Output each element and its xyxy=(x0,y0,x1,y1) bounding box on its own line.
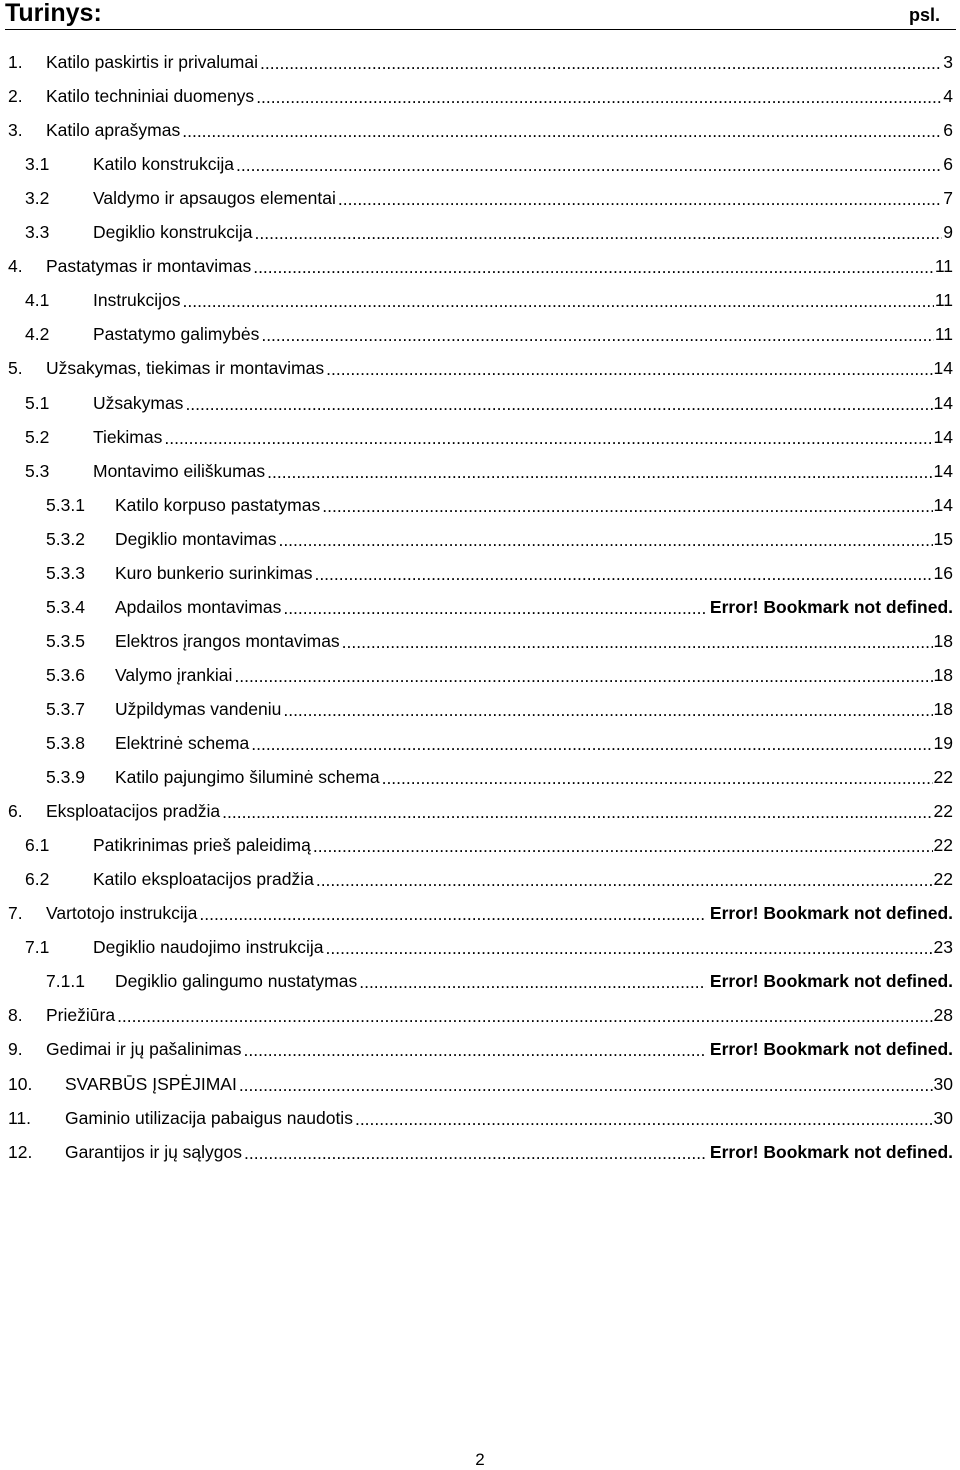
toc-entry-title[interactable]: Katilo konstrukcija xyxy=(93,154,235,175)
toc-entry[interactable] xyxy=(25,828,953,862)
toc-entry[interactable] xyxy=(25,454,953,488)
dot-leader xyxy=(236,155,942,175)
toc-entry-page: 14 xyxy=(933,494,953,515)
toc-entry[interactable] xyxy=(8,1135,953,1169)
dot-leader xyxy=(382,768,933,788)
toc-entry[interactable] xyxy=(46,964,953,998)
toc-entry-number: 5.3.8 xyxy=(46,733,85,753)
toc-entry[interactable] xyxy=(46,556,953,590)
toc-entry-error: Error! Bookmark not defined. xyxy=(709,903,953,924)
toc-entry-page: 7 xyxy=(943,188,953,209)
toc-entry[interactable] xyxy=(25,181,953,215)
dot-leader xyxy=(255,223,943,243)
toc-entry-page: 11 xyxy=(934,290,953,311)
toc-entry[interactable] xyxy=(46,760,953,794)
toc-entry-page: 18 xyxy=(933,630,953,651)
toc-entry-title[interactable]: Užpildymas vandeniu xyxy=(115,698,282,719)
toc-entry[interactable] xyxy=(25,283,953,317)
toc-entry-title[interactable]: SVARBŪS ĮSPĖJIMAI xyxy=(65,1073,237,1094)
toc-entry-number: 5.3.3 xyxy=(46,562,85,583)
dot-leader xyxy=(244,1143,706,1163)
toc-entry[interactable] xyxy=(46,692,953,726)
toc-entry[interactable] xyxy=(25,420,953,454)
toc-entry-number: 1. xyxy=(8,52,23,72)
toc-entry-page: 18 xyxy=(933,664,953,685)
dot-leader xyxy=(314,564,932,584)
toc-entry-number: 4.1 xyxy=(25,290,50,311)
toc-entry-page: 28 xyxy=(933,1005,953,1026)
dot-leader xyxy=(359,972,706,992)
toc-entry-number: 5.3.9 xyxy=(46,767,85,788)
toc-entry-title[interactable]: Tiekimas xyxy=(93,426,163,447)
toc-entry-page: 15 xyxy=(933,528,953,549)
toc-entry-page: 30 xyxy=(933,1107,953,1128)
toc-entry-title[interactable]: Valdymo ir apsaugos elementai xyxy=(93,188,336,209)
toc-entry-number: 5. xyxy=(8,358,23,379)
toc-entry-title[interactable]: Valymo įrankiai xyxy=(115,664,233,685)
toc-entry-number: 5.3.2 xyxy=(46,528,85,549)
dot-leader xyxy=(199,904,705,924)
toc-entry-number: 5.2 xyxy=(25,426,50,447)
toc-entry[interactable] xyxy=(8,1032,953,1066)
title-divider xyxy=(5,29,956,30)
toc-entry[interactable] xyxy=(46,590,953,624)
toc-entry-title[interactable]: Pastatymo galimybės xyxy=(93,324,260,345)
toc-entry-error: Error! Bookmark not defined. xyxy=(709,1141,953,1162)
toc-entry[interactable] xyxy=(8,351,953,385)
toc-entry-page: 23 xyxy=(933,937,953,958)
toc-entry-title[interactable]: Gedimai ir jų pašalinimas xyxy=(46,1039,242,1060)
toc-entry-title[interactable]: Katilo techniniai duomenys xyxy=(46,86,255,107)
toc-entry-page: 14 xyxy=(933,358,953,379)
toc-entry-number: 4.2 xyxy=(25,324,50,345)
toc-entry-number: 6. xyxy=(8,801,23,822)
dot-leader xyxy=(313,836,933,856)
toc-title: Turinys: xyxy=(5,0,102,27)
toc-entry-page: 11 xyxy=(934,256,953,277)
dot-leader xyxy=(182,121,942,141)
toc-entry[interactable] xyxy=(25,317,953,351)
dot-leader xyxy=(326,938,933,958)
toc-entry-title[interactable]: Degiklio naudojimo instrukcija xyxy=(93,937,324,958)
toc-entry-page: 22 xyxy=(933,801,953,822)
toc-entry-number: 3.1 xyxy=(25,154,50,175)
toc-entry[interactable] xyxy=(25,147,953,181)
toc-entry-page: 9 xyxy=(943,222,953,243)
toc-entry-number: 7.1.1 xyxy=(46,971,85,992)
toc-entry[interactable] xyxy=(25,386,953,420)
toc-entry-number: 5.3.7 xyxy=(46,698,85,719)
toc-entry-error: Error! Bookmark not defined. xyxy=(709,971,953,992)
toc-entry-number: 5.1 xyxy=(25,392,50,413)
toc-entry-title[interactable]: Katilo aprašymas xyxy=(46,120,181,141)
dot-leader xyxy=(164,428,932,448)
toc-entry-title[interactable]: Apdailos montavimas xyxy=(115,596,282,617)
toc-entry-number: 11. xyxy=(8,1107,32,1128)
toc-entry[interactable] xyxy=(8,998,953,1032)
toc-entry-number: 10. xyxy=(8,1073,33,1094)
toc-entry-page: 22 xyxy=(933,835,953,856)
toc-entry-number: 6.1 xyxy=(25,835,50,856)
dot-leader xyxy=(183,291,934,311)
toc-entry[interactable] xyxy=(46,522,953,556)
toc-entry-title[interactable]: Katilo paskirtis ir privalumai xyxy=(46,52,259,72)
toc-entry-title[interactable]: Priežiūra xyxy=(46,1005,116,1026)
toc-entry-page: 30 xyxy=(933,1073,953,1094)
toc-entry-page: 6 xyxy=(943,120,953,141)
toc-entry-title[interactable]: Kuro bunkerio surinkimas xyxy=(115,562,313,583)
dot-leader xyxy=(239,1075,933,1095)
toc-entry-title[interactable]: Degiklio konstrukcija xyxy=(93,222,253,243)
toc-entry-page: 22 xyxy=(933,869,953,890)
toc-entry[interactable] xyxy=(8,794,953,828)
toc-entry[interactable] xyxy=(8,45,953,79)
toc-entry[interactable] xyxy=(46,624,953,658)
dot-leader xyxy=(251,734,932,754)
toc-entry-title[interactable]: Pastatymas ir montavimas xyxy=(46,256,252,277)
toc-entry-title[interactable]: Katilo pajungimo šiluminė schema xyxy=(115,767,380,788)
toc-entry-number: 5.3.5 xyxy=(46,630,85,651)
toc-entry-title[interactable]: Instrukcijos xyxy=(93,290,181,311)
dot-leader xyxy=(260,53,942,73)
toc-entry-number: 5.3 xyxy=(25,460,50,481)
toc-entry-page: 3 xyxy=(943,52,953,72)
toc-entry-number: 8. xyxy=(8,1005,23,1026)
dot-leader xyxy=(283,700,932,720)
toc-entry[interactable] xyxy=(46,726,953,760)
toc-entry-number: 6.2 xyxy=(25,869,50,890)
toc-entry-number: 9. xyxy=(8,1039,23,1060)
toc-entry-number: 5.3.6 xyxy=(46,664,85,685)
toc-entry-page: 14 xyxy=(933,392,953,413)
toc-entry[interactable] xyxy=(25,862,953,896)
toc-entry-number: 12. xyxy=(8,1141,33,1162)
toc-entry-title[interactable]: Garantijos ir jų sąlygos xyxy=(65,1141,243,1162)
toc-entry[interactable] xyxy=(8,79,953,113)
toc-entry-title[interactable]: Katilo korpuso pastatymas xyxy=(115,494,321,515)
toc-entry-title[interactable]: Elektrinė schema xyxy=(115,733,250,753)
dot-leader xyxy=(256,87,942,107)
dot-leader xyxy=(322,496,932,516)
dot-leader xyxy=(117,1006,932,1026)
toc-entry-page: 11 xyxy=(934,324,953,345)
toc-entry-title[interactable]: Gaminio utilizacija pabaigus naudotis xyxy=(65,1107,353,1128)
dot-leader xyxy=(234,666,932,686)
toc-entry-title[interactable]: Montavimo eiliškumas xyxy=(93,460,266,481)
toc-entry-page: 4 xyxy=(943,86,953,107)
toc-entry-title[interactable]: Vartotojo instrukcija xyxy=(46,903,198,924)
toc-entry-number: 4. xyxy=(8,256,23,277)
toc-entry-number: 3.2 xyxy=(25,188,50,209)
toc-entry[interactable] xyxy=(46,658,953,692)
page-column-label: psl. xyxy=(908,5,940,25)
page-number: 2 xyxy=(475,1450,485,1469)
dot-leader xyxy=(222,802,932,822)
toc-entry-title[interactable]: Užsakymas, tiekimas ir montavimas xyxy=(46,358,325,379)
toc-entry-page: 22 xyxy=(933,767,953,788)
toc-entry[interactable] xyxy=(25,215,953,249)
toc-entry-number: 7.1 xyxy=(25,937,50,958)
toc-entry[interactable] xyxy=(8,896,953,930)
toc-entry-number: 5.3.1 xyxy=(46,494,85,515)
toc-entry-title[interactable]: Degiklio montavimas xyxy=(115,528,277,549)
toc-entry-error: Error! Bookmark not defined. xyxy=(709,596,953,617)
toc-entry[interactable] xyxy=(8,1067,953,1101)
toc-entry-number: 5.3.4 xyxy=(46,596,85,617)
toc-entry-number: 3.3 xyxy=(25,222,50,243)
toc-entry[interactable] xyxy=(8,113,953,147)
toc-entry[interactable] xyxy=(8,1101,953,1135)
dot-leader xyxy=(283,598,706,618)
toc-entry[interactable] xyxy=(8,249,953,283)
dot-leader xyxy=(253,257,934,277)
toc-entry-title[interactable]: Katilo eksploatacijos pradžia xyxy=(93,869,314,890)
dot-leader xyxy=(316,870,933,890)
toc-entry-number: 7. xyxy=(8,903,23,924)
dot-leader xyxy=(244,1040,706,1060)
toc-entry-page: 14 xyxy=(933,426,953,447)
dot-leader xyxy=(261,325,934,345)
dot-leader xyxy=(267,462,932,482)
toc-entry-page: 19 xyxy=(933,733,953,753)
toc-entry-title[interactable]: Degiklio galingumo nustatymas xyxy=(115,971,358,992)
toc-entry-page: 6 xyxy=(943,154,953,175)
toc-entry-number: 3. xyxy=(8,120,23,141)
dot-leader xyxy=(185,394,932,414)
dot-leader xyxy=(278,530,932,550)
toc-entry-page: 18 xyxy=(933,698,953,719)
toc-entry-number: 2. xyxy=(8,86,23,107)
toc-entry-title[interactable]: Eksploatacijos pradžia xyxy=(46,801,221,822)
toc-entry-title[interactable]: Elektros įrangos montavimas xyxy=(115,630,340,651)
dot-leader xyxy=(338,189,942,209)
toc-entry[interactable] xyxy=(46,488,953,522)
dot-leader xyxy=(342,632,933,652)
toc-entry[interactable] xyxy=(25,930,953,964)
toc-entry-title[interactable]: Patikrinimas prieš paleidimą xyxy=(93,835,311,856)
dot-leader xyxy=(326,359,932,379)
toc-entry-page: 16 xyxy=(933,562,953,583)
toc-entry-error: Error! Bookmark not defined. xyxy=(709,1039,953,1060)
toc-entry-page: 14 xyxy=(933,460,953,481)
dot-leader xyxy=(355,1109,933,1129)
toc-entry-title[interactable]: Užsakymas xyxy=(93,392,184,413)
